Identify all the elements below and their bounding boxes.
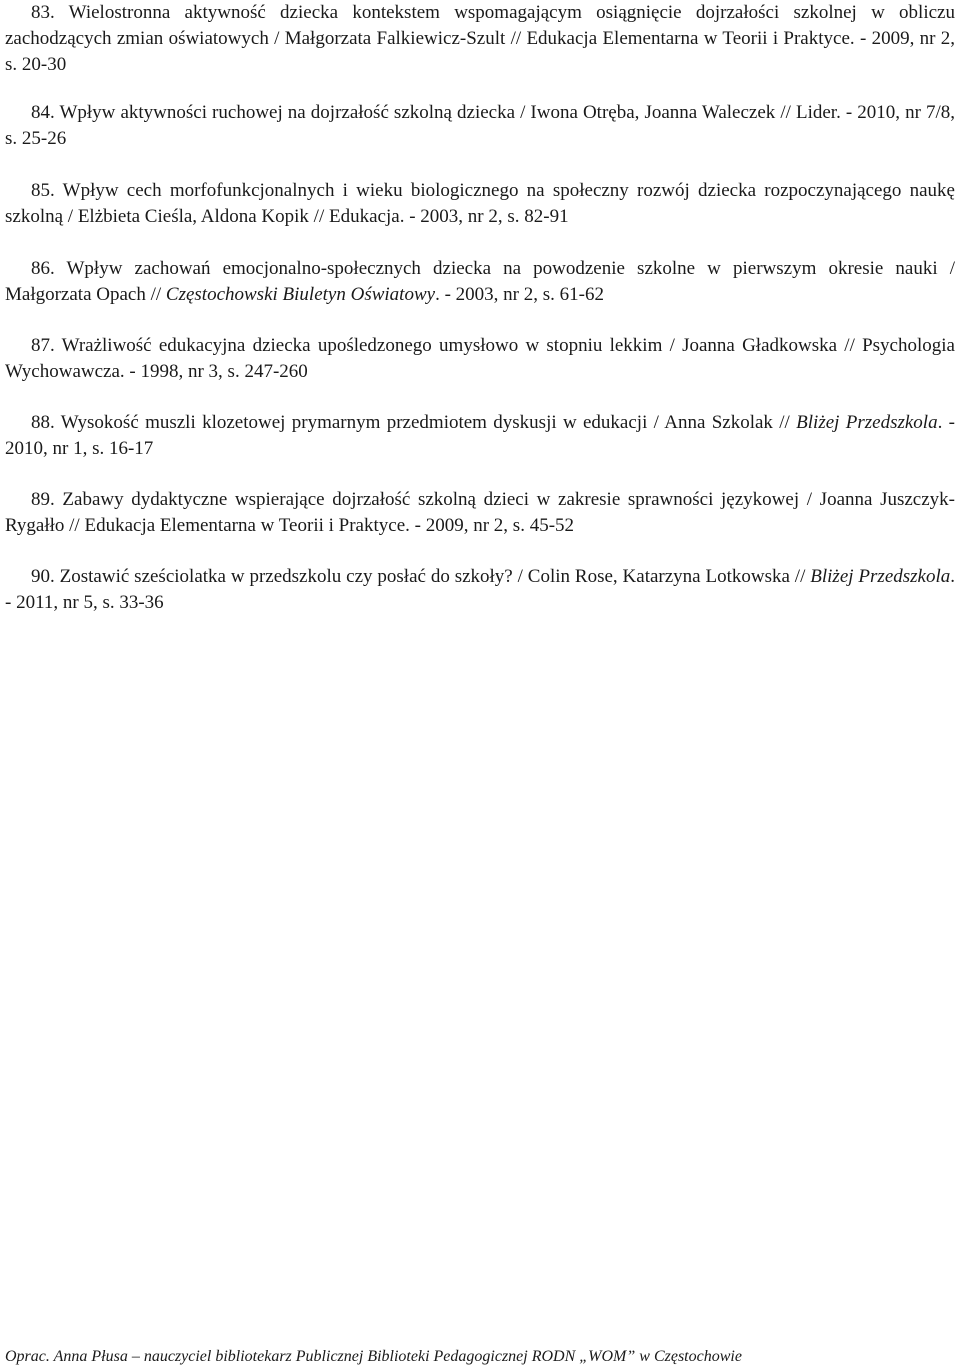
entry-journal: Częstochowski Biuletyn Oświatowy [165, 284, 436, 305]
page-footer: Oprac. Anna Płusa – nauczyciel bibliotekarz Publicznej Biblioteki Pedagogicznej RODN „WOM” w Częstochowie [5, 1348, 742, 1365]
entry-84 [5, 100, 955, 152]
entry-journal: Edukacja Elementarna w Teorii i Praktyce [526, 28, 850, 49]
entry-title: Wrażliwość edukacyjna dziecka upośledzonego umysłowo w stopniu lekkim / Joanna Gładkowska // [61, 335, 855, 356]
entry-title: Wielostronna aktywność dziecka kontekstem wspomagającym osiągnięcie dojrzałości szkolnej w obliczu zachodzących zmian oświatowych / Małgorzata Falkiewicz-Szult // [5, 2, 955, 49]
entry-title: Wysokość muszli klozetowej prymarnym przedmiotem dyskusji w edukacji / Anna Szkolak // [60, 412, 790, 433]
entry-number: 87. [31, 335, 55, 356]
entry-details: . - 2010, nr 7/8, s. 25-26 [5, 102, 956, 149]
entry-number: 84. [31, 102, 55, 123]
entry-title: Wpływ zachowań emocjonalno-społecznych dziecka na powodzenie szkolne w pierwszym okresie nauki / Małgorzata Opach // [5, 258, 955, 305]
entry-title: Zabawy dydaktyczne wspierające dojrzałość szkolną dzieci w zakresie sprawności językowej / Joanna Juszczyk-Rygałło // [5, 489, 956, 536]
entry-journal: Bliżej Przedszkola [796, 412, 938, 433]
entry-number: 88. [31, 412, 55, 433]
entry-number: 85. [31, 180, 55, 201]
entry-details: . - 2003, nr 2, s. 82-91 [399, 206, 569, 227]
entry-details: . - 1998, nr 3, s. 247-260 [119, 361, 308, 382]
entry-details: . - 2011, nr 5, s. 33-36 [5, 566, 955, 613]
entry-journal: Lider [795, 102, 837, 123]
entry-88 [5, 410, 955, 462]
entry-details: . - 2010, nr 1, s. 16-17 [5, 412, 955, 459]
entry-title: Wpływ cech morfofunkcjonalnych i wieku biologicznego na społeczny rozwój dziecka rozpoczynającego naukę szkolną / Elżbieta Cieśla, Aldona Kopik // [5, 180, 955, 227]
entry-90 [5, 564, 955, 616]
entry-details: . - 2009, nr 2, s. 45-52 [405, 515, 575, 536]
entry-number: 83. [31, 2, 55, 23]
entry-journal: Edukacja [329, 206, 400, 227]
entry-89 [5, 487, 955, 539]
entry-number: 89. [31, 489, 55, 510]
entry-87 [5, 333, 955, 385]
entry-details: . - 2009, nr 2, s. 20-30 [5, 28, 956, 75]
entry-title: Zostawić sześciolatka w przedszkolu czy posłać do szkoły? / Colin Rose, Katarzyna Lotkowska // [59, 566, 806, 587]
entry-number: 90. [31, 566, 55, 587]
entry-85 [5, 178, 955, 230]
entry-journal: Bliżej Przedszkola [810, 566, 951, 587]
entry-86 [5, 256, 955, 308]
entry-title: Wpływ aktywności ruchowej na dojrzałość szkolną dziecka / Iwona Otręba, Joanna Waleczek // [59, 102, 791, 123]
entry-journal: Edukacja Elementarna w Teorii i Praktyce [84, 515, 406, 536]
entry-journal: Psychologia Wychowawcza [5, 335, 955, 382]
entry-number: 86. [31, 258, 55, 279]
entry-details: . - 2003, nr 2, s. 61-62 [435, 284, 604, 305]
entry-83 [5, 0, 955, 78]
